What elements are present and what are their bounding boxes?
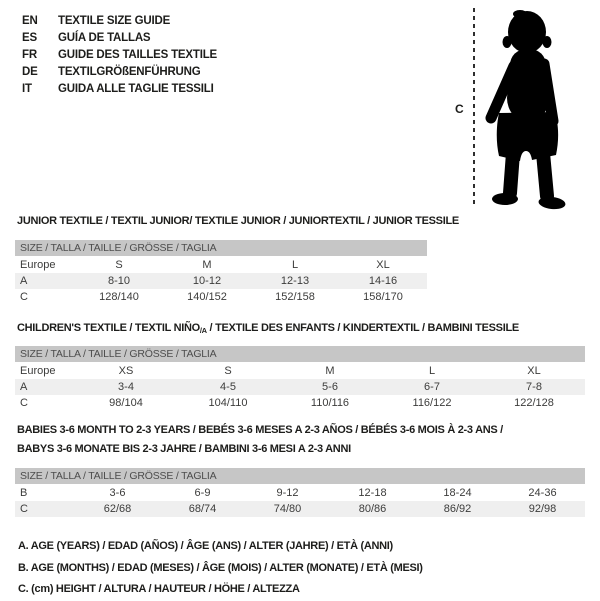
- cell: 5-6: [322, 381, 338, 393]
- table-row: [15, 257, 427, 273]
- lang-code: EN: [22, 15, 38, 27]
- cell: 104/110: [208, 397, 248, 409]
- table-row: [15, 289, 427, 305]
- title-text: CHILDREN'S TEXTILE / TEXTIL NIÑO: [17, 322, 200, 334]
- lang-code: DE: [22, 66, 38, 78]
- cell: 7-8: [526, 381, 542, 393]
- row-label: A: [20, 275, 28, 287]
- cell: 86/92: [443, 503, 472, 515]
- row-label: Europe: [20, 365, 56, 377]
- cell: 4-5: [220, 381, 236, 393]
- table-row: [15, 485, 585, 501]
- table-row: [15, 379, 585, 395]
- cell: 152/158: [275, 291, 315, 303]
- cell: 92/98: [528, 503, 557, 515]
- cell: 62/68: [103, 503, 132, 515]
- table-row: [15, 273, 427, 289]
- lang-label: TEXTILE SIZE GUIDE: [58, 15, 171, 27]
- lang-code: FR: [22, 49, 37, 61]
- lang-row-es: [22, 30, 217, 47]
- size-header-bar: SIZE / TALLA / TAILLE / GRÖSSE / TAGLIA: [15, 240, 427, 256]
- lang-code: ES: [22, 32, 37, 44]
- cell: M: [202, 259, 212, 271]
- lang-label: GUIDE DES TAILLES TEXTILE: [58, 49, 217, 61]
- cell: XL: [376, 259, 390, 271]
- cell: M: [325, 365, 335, 377]
- table-row: [15, 363, 585, 379]
- row-label: C: [20, 503, 28, 515]
- cell: XL: [527, 365, 541, 377]
- title-text: / TEXTILE DES ENFANTS / KINDERTEXTIL / BAMBINI TESSILE: [206, 322, 519, 334]
- row-label: A: [20, 381, 28, 393]
- size-header-bar: SIZE / TALLA / TAILLE / GRÖSSE / TAGLIA: [15, 346, 585, 362]
- lang-row-de: [22, 64, 217, 81]
- lang-label: GUIDA ALLE TAGLIE TESSILI: [58, 83, 214, 95]
- cell: 140/152: [187, 291, 227, 303]
- cell: 10-12: [192, 275, 222, 287]
- children-table-title: [17, 322, 519, 335]
- cell: 18-24: [443, 487, 472, 499]
- footnote-b: B. AGE (MONTHS) / EDAD (MESES) / ÂGE (MOIS) / ALTER (MONATE) / ETÀ (MESI): [18, 561, 423, 574]
- cell: S: [224, 365, 232, 377]
- row-label: C: [20, 397, 28, 409]
- cell: 12-13: [280, 275, 310, 287]
- cell: S: [115, 259, 123, 271]
- lang-label: TEXTILGRÖßENFÜHRUNG: [58, 66, 201, 78]
- lang-code: IT: [22, 83, 32, 95]
- title-subscript: /A: [199, 326, 207, 335]
- cell: 116/122: [412, 397, 452, 409]
- footnote-c: C. (cm) HEIGHT / ALTURA / HAUTEUR / HÖHE / ALTEZZA: [18, 583, 300, 595]
- footnote-a: A. AGE (YEARS) / EDAD (AÑOS) / ÂGE (ANS) / ALTER (JAHRE) / ETÀ (ANNI): [18, 540, 393, 552]
- cell: 98/104: [109, 397, 143, 409]
- lang-row-en: [22, 13, 217, 30]
- baby-silhouette-icon: [468, 5, 578, 215]
- cell: 6-7: [424, 381, 440, 393]
- cell: 9-12: [276, 487, 299, 499]
- cell: 122/128: [514, 397, 554, 409]
- cell: 158/170: [363, 291, 403, 303]
- cell: 12-18: [358, 487, 387, 499]
- height-marker-label: C: [455, 102, 464, 116]
- row-label: B: [20, 487, 28, 499]
- cell: 3-4: [118, 381, 134, 393]
- cell: 8-10: [107, 275, 131, 287]
- cell: L: [428, 365, 436, 377]
- junior-table-title: JUNIOR TEXTILE / TEXTIL JUNIOR/ TEXTILE JUNIOR / JUNIORTEXTIL / JUNIOR TESSILE: [17, 215, 459, 227]
- cell: 6-9: [194, 487, 211, 499]
- cell: XS: [118, 365, 134, 377]
- table-row: [15, 395, 585, 411]
- cell: 14-16: [368, 275, 398, 287]
- cell: 68/74: [188, 503, 217, 515]
- cell: 24-36: [528, 487, 557, 499]
- lang-row-it: [22, 81, 217, 98]
- lang-label: GUÍA DE TALLAS: [58, 32, 151, 44]
- children-size-table: [15, 346, 585, 411]
- babies-table-title-line1: BABIES 3-6 MONTH TO 2-3 YEARS / BEBÉS 3-6 MESES A 2-3 AÑOS / BÉBÉS 3-6 MOIS À 2-3 ANS /: [17, 424, 503, 436]
- size-header-bar: SIZE / TALLA / TAILLE / GRÖSSE / TAGLIA: [15, 468, 585, 484]
- babies-size-table: [15, 468, 585, 517]
- row-label: Europe: [20, 259, 56, 271]
- cell: 80/86: [358, 503, 387, 515]
- cell: 110/116: [310, 397, 350, 409]
- row-label: C: [20, 291, 28, 303]
- cell: L: [291, 259, 299, 271]
- language-header: [22, 13, 217, 98]
- footnotes: [18, 536, 423, 601]
- babies-table-title-line2: BABYS 3-6 MONATE BIS 2-3 JAHRE / BAMBINI 3-6 MESI A 2-3 ANNI: [17, 443, 351, 455]
- junior-size-table: [15, 240, 427, 305]
- cell: 128/140: [99, 291, 139, 303]
- table-row: [15, 501, 585, 517]
- cell: 74/80: [273, 503, 302, 515]
- lang-row-fr: [22, 47, 217, 64]
- cell: 3-6: [109, 487, 126, 499]
